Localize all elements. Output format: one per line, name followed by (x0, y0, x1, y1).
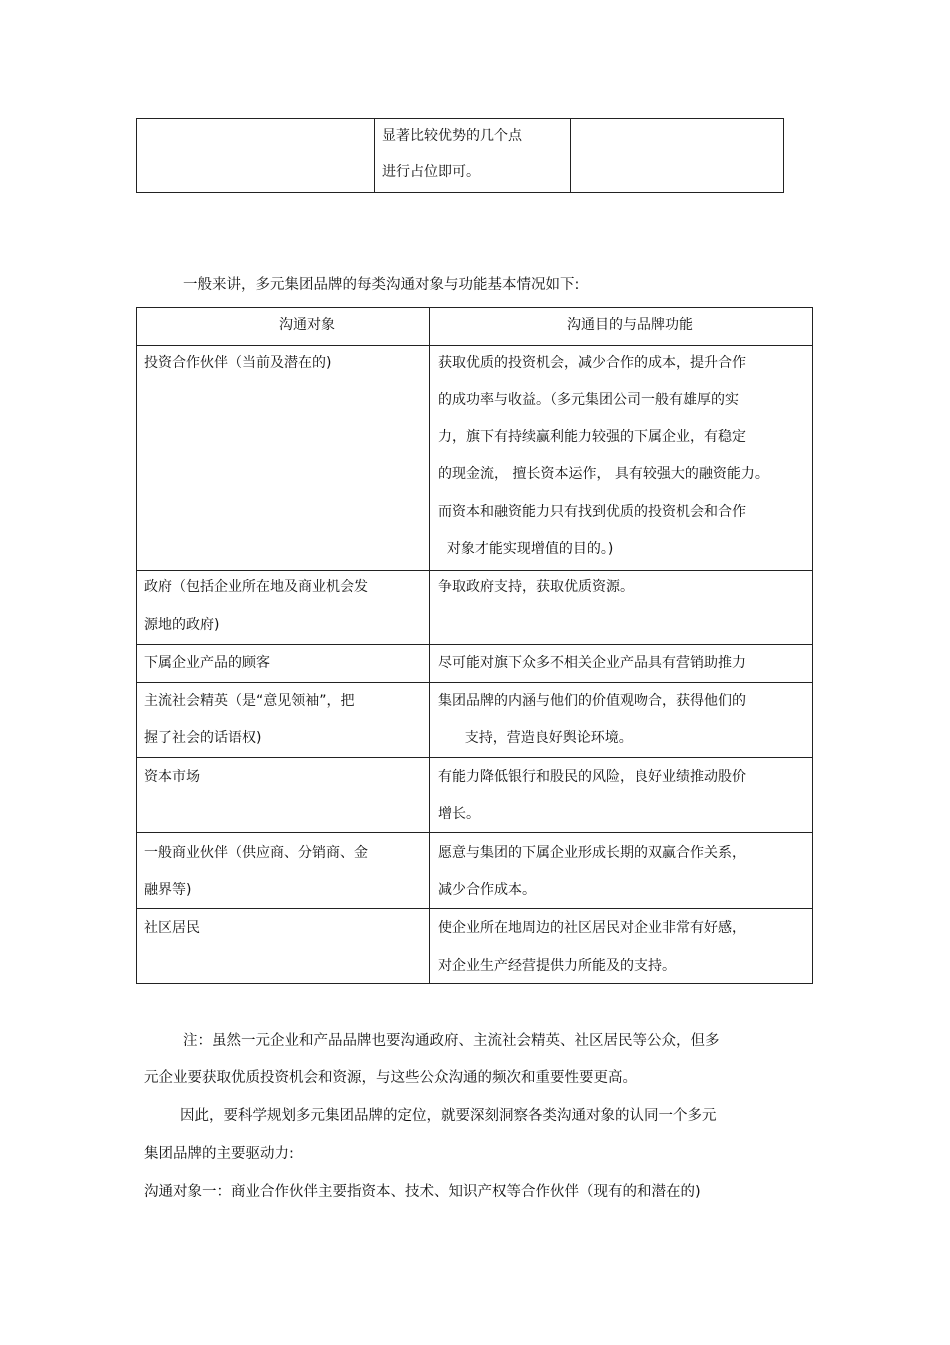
row-object: 主流社会精英（是“意见领袖”，把 (144, 693, 355, 709)
row-object: 资本市场 (144, 769, 200, 785)
intro-sentence: 一般来讲，多元集团品牌的每类沟通对象与功能基本情况如下: (183, 277, 580, 293)
row-object: 投资合作伙伴（当前及潜在的) (144, 355, 332, 371)
row-purpose-line: 而资本和融资能力只有找到优质的投资机会和合作 (438, 504, 746, 520)
row-border (137, 832, 812, 833)
row-purpose-line: 对企业生产经营提供力所能及的支持。 (438, 958, 676, 974)
header-communication-object: 沟通对象 (279, 317, 335, 333)
row-border (137, 908, 812, 909)
note-paragraph-line: 注：虽然一元企业和产品品牌也要沟通政府、主流社会精英、社区居民等公众，但多 (183, 1033, 720, 1049)
row-purpose-line: 的现金流， 擅长资本运作， 具有较强大的融资能力。 (438, 466, 769, 482)
fragment-text-line: 显著比较优势的几个点 (382, 128, 522, 144)
table-divider (570, 119, 571, 192)
row-object: 握了社会的话语权) (144, 730, 262, 746)
fragment-text-line: 进行占位即可。 (382, 164, 480, 180)
therefore-paragraph-line: 集团品牌的主要驱动力: (144, 1146, 294, 1162)
row-purpose-line: 争取政府支持，获取优质资源。 (438, 579, 634, 595)
row-border (137, 644, 812, 645)
row-object: 一般商业伙伴（供应商、分销商、金 (144, 845, 368, 861)
row-purpose-line: 的成功率与收益。（多元集团公司一般有雄厚的实 (438, 392, 739, 408)
row-purpose-line: 使企业所在地周边的社区居民对企业非常有好感， (438, 920, 746, 936)
column-divider (429, 308, 430, 983)
header-communication-purpose: 沟通目的与品牌功能 (567, 317, 693, 333)
row-border (137, 345, 812, 346)
row-purpose-line: 增长。 (438, 806, 480, 822)
row-purpose-line: 愿意与集团的下属企业形成长期的双赢合作关系， (438, 845, 746, 861)
row-border (137, 682, 812, 683)
row-object: 社区居民 (144, 920, 200, 936)
therefore-paragraph-line: 因此，要科学规划多元集团品牌的定位，就要深刻洞察各类沟通对象的认同一个多元 (180, 1108, 717, 1124)
row-border (137, 757, 812, 758)
row-object: 下属企业产品的顾客 (144, 655, 270, 671)
row-purpose-line: 对象才能实现增值的目的。) (438, 541, 614, 557)
row-object: 源地的政府) (144, 617, 220, 633)
note-paragraph-line: 元企业要获取优质投资机会和资源，与这些公众沟通的频次和重要性要更高。 (144, 1070, 637, 1086)
row-purpose-line: 集团品牌的内涵与他们的价值观吻合，获得他们的 (438, 693, 746, 709)
row-border (137, 570, 812, 571)
object-one-heading: 沟通对象一：商业合作伙伴主要指资本、技术、知识产权等合作伙伴（现有的和潜在的) (144, 1184, 701, 1200)
row-purpose-line: 支持，营造良好舆论环境。 (438, 730, 633, 746)
row-object: 融界等) (144, 882, 192, 898)
row-purpose-line: 力，旗下有持续赢利能力较强的下属企业，有稳定 (438, 429, 746, 445)
row-object: 政府（包括企业所在地及商业机会发 (144, 579, 368, 595)
row-purpose-line: 获取优质的投资机会，减少合作的成本，提升合作 (438, 355, 746, 371)
row-purpose-line: 减少合作成本。 (438, 882, 536, 898)
row-purpose-line: 有能力降低银行和股民的风险，良好业绩推动股价 (438, 769, 746, 785)
row-purpose-line: 尽可能对旗下众多不相关企业产品具有营销助推力 (438, 655, 746, 671)
table-divider (374, 119, 375, 192)
